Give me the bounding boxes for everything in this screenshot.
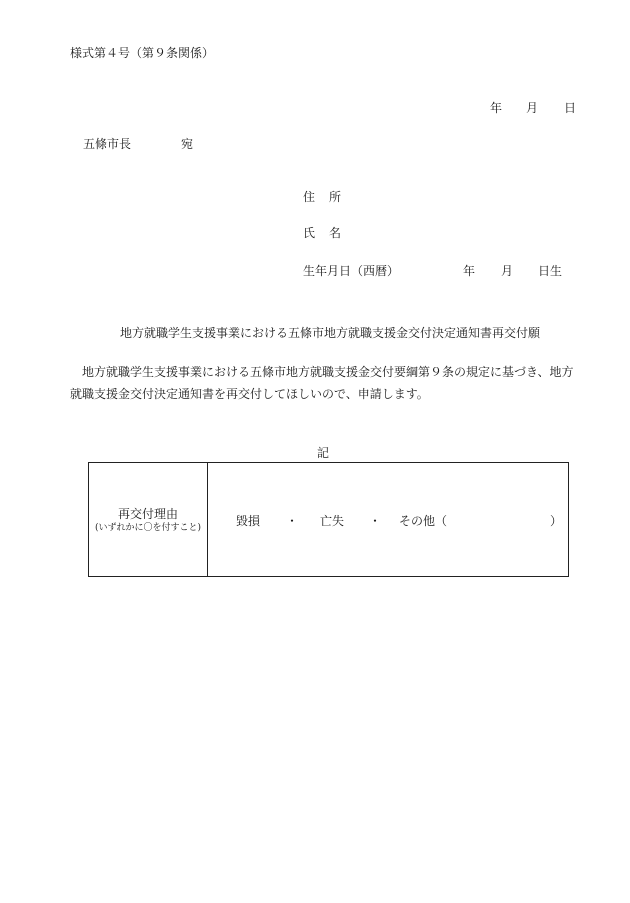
- address-label-char-2: 所: [329, 190, 342, 204]
- addressee-suffix: 宛: [181, 137, 194, 151]
- reason-option-damaged[interactable]: 毀損: [236, 514, 261, 528]
- birthdate-month-label: 月: [501, 264, 514, 278]
- reason-option-other-close: ）: [550, 514, 563, 528]
- document-title: 地方就職学生支援事業における五條市地方就職支援金交付決定通知書再交付願: [120, 326, 541, 340]
- reason-option-lost[interactable]: 亡失: [320, 514, 345, 528]
- body-paragraph: 地方就職学生支援事業における五條市地方就職支援金交付要綱第９条の規定に基づき、地方就職支援金交付決定通知書を再交付してほしいので、申請します。: [70, 365, 574, 401]
- date-month-label: 月: [526, 101, 539, 115]
- address-label-char-1: 住: [303, 190, 316, 204]
- reason-header-note: (いずれかに〇を付すこと): [94, 523, 202, 533]
- ki-heading: 記: [317, 446, 330, 460]
- option-separator: ・: [369, 514, 382, 528]
- table-divider: [207, 463, 208, 576]
- date-year-label: 年: [490, 101, 503, 115]
- birthdate-day-label: 日生: [538, 264, 563, 278]
- address-label: [303, 190, 341, 204]
- form-number: 様式第４号（第９条関係）: [70, 46, 215, 60]
- addressee-name: 五條市長: [83, 137, 132, 151]
- birthdate-label: 生年月日（西暦）: [303, 264, 400, 278]
- name-label-char-2: 名: [329, 226, 342, 240]
- reason-header: 再交付理由: [117, 507, 178, 521]
- name-label: [303, 226, 341, 240]
- date-day-label: 日: [564, 101, 577, 115]
- reason-table: [88, 462, 569, 577]
- reason-option-other[interactable]: その他（: [399, 514, 448, 528]
- name-label-char-1: 氏: [303, 226, 316, 240]
- birthdate-year-label: 年: [463, 264, 476, 278]
- option-separator: ・: [286, 514, 299, 528]
